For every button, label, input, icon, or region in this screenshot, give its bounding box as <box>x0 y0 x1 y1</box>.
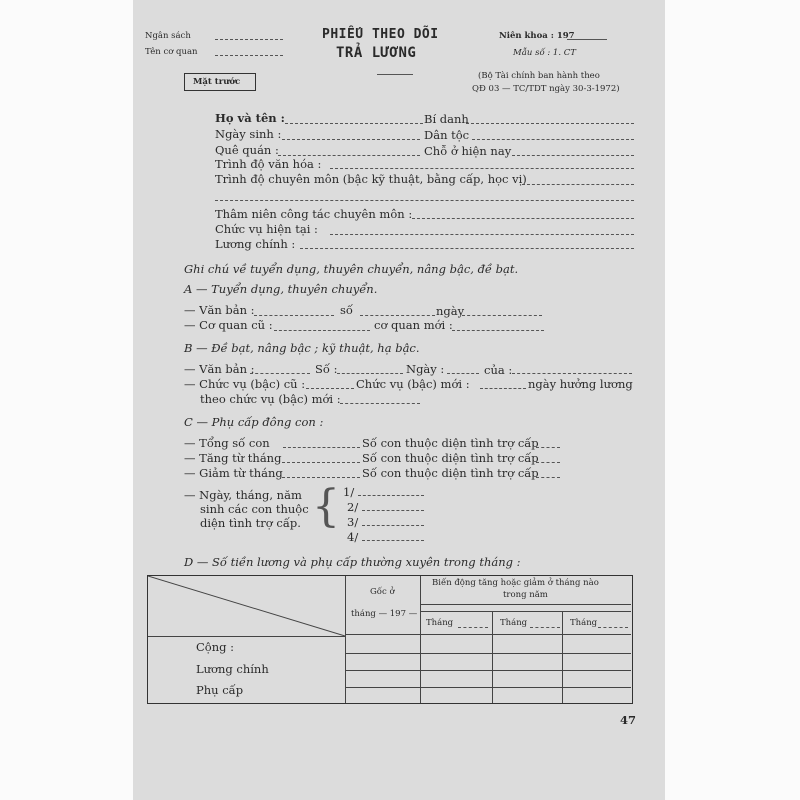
c-tang-line <box>282 462 360 463</box>
b-ngay-label: Ngày : <box>406 362 445 376</box>
c-so-con-1-line <box>536 447 560 448</box>
table-span-divider-2 <box>420 611 631 612</box>
table-row-line-4 <box>345 687 631 688</box>
b-chuc-vu-moi-label: Chức vụ (bậc) mới : <box>356 377 470 391</box>
title-underline <box>377 74 413 75</box>
thang-header-3: Tháng <box>570 618 598 628</box>
ho-va-ten-line <box>285 123 423 124</box>
tham-nien-label: Thâm niên công tác chuyên môn : <box>215 207 413 221</box>
b-ngay-huong-label: ngày hưởng lương <box>528 377 633 391</box>
c-item-3: 3/ <box>347 515 359 529</box>
c-so-con-3-label: Số con thuộc diện tình trợ cấp <box>362 466 539 480</box>
dan-toc-line <box>472 139 634 140</box>
c-so-con-2-line <box>536 462 560 463</box>
a-van-ban-line <box>254 315 334 316</box>
tham-nien-line <box>412 218 634 219</box>
thang-header-2-line <box>530 627 560 628</box>
c-tong-so-label: — Tổng số con <box>184 436 270 450</box>
c-so-con-3-line <box>536 477 560 478</box>
ho-va-ten-label: Họ và tên : <box>215 111 285 125</box>
a-co-quan-moi-line <box>452 330 544 331</box>
trinh-do-van-hoa-line <box>330 168 634 169</box>
a-so-label: số <box>340 303 353 317</box>
c-ngay-line1: — Ngày, tháng, năm <box>184 488 302 502</box>
table-col-divider-2 <box>420 576 421 703</box>
c-item-4-line <box>362 540 424 541</box>
mau-so: Mẫu số : 1. CT <box>513 48 576 58</box>
c-so-con-1-label: Số con thuộc diện tình trợ cấp <box>362 436 539 450</box>
page-number: 47 <box>620 713 637 727</box>
ten-co-quan-label: Tên cơ quan <box>145 47 198 57</box>
luong-chinh-line <box>300 248 634 249</box>
luong-chinh-label: Lương chính : <box>215 237 296 251</box>
table-diagonal <box>148 576 346 636</box>
nien-khoa: Niên khoa : 197 <box>499 31 575 41</box>
bi-danh-label: Bí danh <box>424 112 469 126</box>
b-theo-label: theo chức vụ (bậc) mới : <box>200 392 341 406</box>
bi-danh-line <box>466 123 634 124</box>
b-van-ban-label: — Văn bản : <box>184 362 255 376</box>
notes-heading: Ghi chú về tuyển dụng, thuyên chuyển, nâng bậc, đề bạt. <box>184 262 519 276</box>
row-cong: Cộng : <box>196 640 235 654</box>
table-row-line-2 <box>345 653 631 654</box>
ten-co-quan-line <box>215 55 283 56</box>
trinh-do-chuyen-mon-line2 <box>215 200 634 201</box>
que-quan-label: Quê quán : <box>215 143 279 157</box>
thang-header-1-line <box>458 627 488 628</box>
que-quan-line <box>278 155 420 156</box>
c-ngay-line3: diện tình trợ cấp. <box>200 516 301 530</box>
mat-truoc-label: Mặt trước <box>193 77 241 87</box>
a-co-quan-moi-label: cơ quan mới : <box>374 318 453 332</box>
c-giam-line <box>282 477 360 478</box>
bien-dong-line2: trong năm <box>503 590 548 600</box>
table-header-divider <box>148 636 346 637</box>
thang-header-3-line <box>598 627 628 628</box>
table-span-divider-1 <box>420 604 631 605</box>
nien-khoa-line <box>567 39 607 40</box>
b-van-ban-line <box>250 373 310 374</box>
c-item-2: 2/ <box>347 500 359 514</box>
section-b-heading: B — Đề bạt, nâng bậc ; kỹ thuật, hạ bậc. <box>184 341 420 355</box>
b-cua-line <box>512 373 632 374</box>
a-co-quan-cu-line <box>274 330 370 331</box>
b-chuc-vu-moi-line <box>480 388 526 389</box>
a-ngay-line <box>462 315 542 316</box>
ngay-sinh-label: Ngày sinh : <box>215 127 282 141</box>
b-theo-line <box>340 403 420 404</box>
thang-197-label: tháng — 197 — <box>351 609 418 619</box>
c-item-2-line <box>362 510 424 511</box>
table-row-line-3 <box>345 670 631 671</box>
section-c-heading: C — Phụ cấp đông con : <box>184 415 324 429</box>
b-so-line <box>337 373 403 374</box>
ngan-sach-label: Ngân sách <box>145 31 191 41</box>
c-item-3-line <box>362 525 424 526</box>
trinh-do-chuyen-mon-line <box>522 184 634 185</box>
c-item-4: 4/ <box>347 530 359 544</box>
chuc-vu-line <box>330 234 634 235</box>
dan-toc-label: Dân tộc <box>424 128 470 142</box>
ngan-sach-line <box>215 39 283 40</box>
bien-dong-line1: Biến động tăng hoặc giảm ở tháng nào <box>432 578 599 588</box>
b-so-label: Số : <box>315 362 338 376</box>
c-item-1-line <box>358 495 424 496</box>
b-chuc-vu-cu-label: — Chức vụ (bậc) cũ : <box>184 377 306 391</box>
row-luong-chinh: Lương chính <box>196 662 269 676</box>
table-col-divider-3 <box>492 612 493 703</box>
title-line1: PHIẾU THEO DÕI <box>322 27 439 42</box>
c-brace: { <box>312 481 340 532</box>
a-co-quan-cu-label: — Cơ quan cũ : <box>184 318 273 332</box>
c-tong-so-line <box>283 447 360 448</box>
b-cua-label: của : <box>484 363 513 377</box>
section-d-heading: D — Số tiền lương và phụ cấp thường xuyên trong tháng : <box>184 555 521 569</box>
ban-hanh-line1: (Bộ Tài chính ban hành theo <box>478 71 600 81</box>
b-ngay-line <box>447 373 479 374</box>
a-so-line <box>360 315 435 316</box>
a-ngay-label: ngày <box>436 304 465 318</box>
ban-hanh-line2: QĐ 03 — TC/TDT ngày 30-3-1972) <box>472 84 620 94</box>
c-so-con-2-label: Số con thuộc diện tình trợ cấp <box>362 451 539 465</box>
a-van-ban-label: — Văn bản : <box>184 303 255 317</box>
chuc-vu-label: Chức vụ hiện tại : <box>215 222 318 236</box>
goc-o-label: Gốc ở <box>370 587 395 597</box>
row-phu-cap: Phụ cấp <box>196 683 244 697</box>
section-a-heading: A — Tuyển dụng, thuyên chuyển. <box>184 282 378 296</box>
title-line2: TRẢ LƯƠNG <box>336 45 417 61</box>
table-row-line-1 <box>345 634 631 635</box>
thang-header-2: Tháng <box>500 618 528 628</box>
cho-o-line <box>512 155 634 156</box>
c-item-1: 1/ <box>343 485 355 499</box>
cho-o-label: Chỗ ở hiện nay <box>424 144 512 158</box>
b-chuc-vu-cu-line <box>306 388 354 389</box>
table-col-divider-4 <box>562 612 563 703</box>
ngay-sinh-line <box>282 139 420 140</box>
trinh-do-van-hoa-label: Trình độ văn hóa : <box>215 157 322 171</box>
c-giam-label: — Giảm từ tháng <box>184 466 283 480</box>
c-tang-label: — Tăng từ tháng <box>184 451 282 465</box>
c-ngay-line2: sinh các con thuộc <box>200 502 309 516</box>
trinh-do-chuyen-mon-label: Trình độ chuyên môn (bậc kỹ thuật, bằng cấp, học vị) <box>215 172 527 186</box>
thang-header-1: Tháng <box>426 618 454 628</box>
